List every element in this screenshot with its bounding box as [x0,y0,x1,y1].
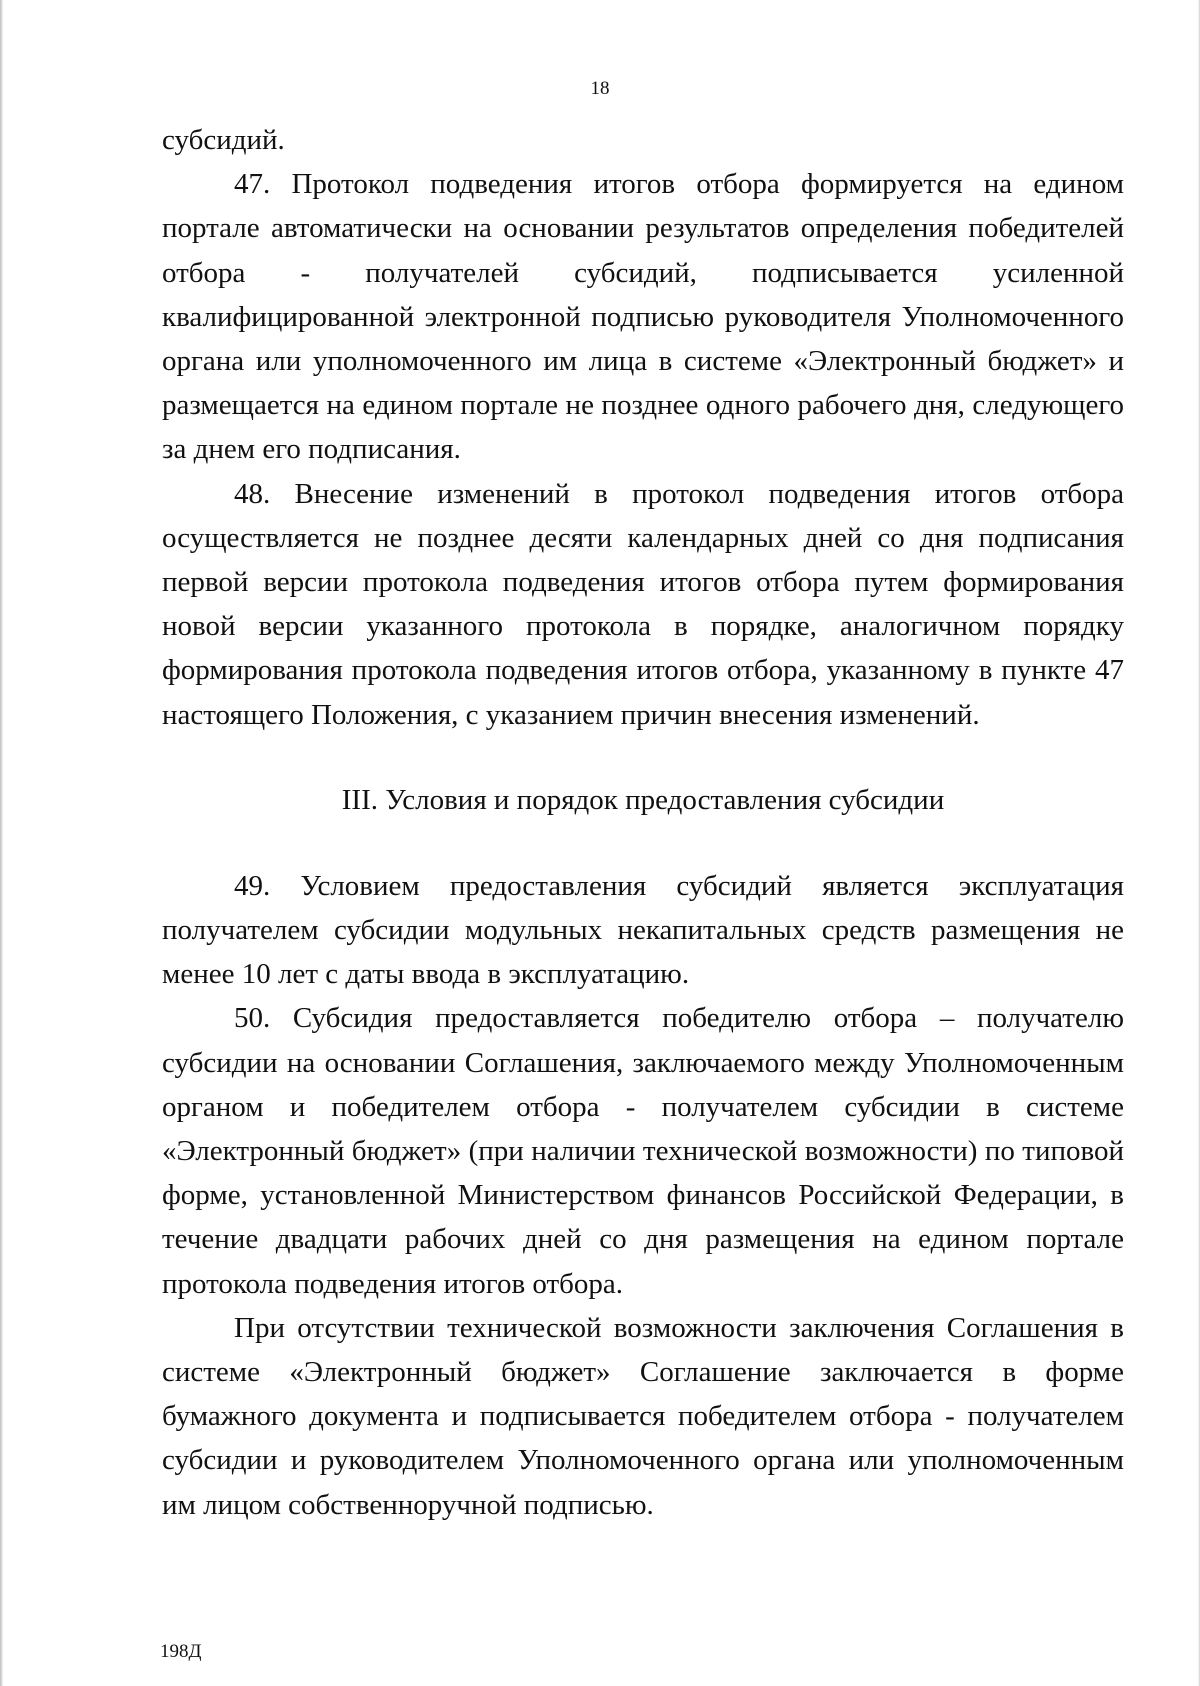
paragraph-50: 50. Субсидия предоставляется победителю отбора – получателю субсидии на основании Соглашения, заключаемого между Уполномоченным органом и победителем отбора - получателем субсидии в системе «Электронный бюджет» (при наличии технической возможности) по типовой форме, установленной Министерством финансов Российской Федерации, в течение двадцати рабочих дней со дня размещения на едином портале протокола подведения итогов отбора. [162,1002,1124,1300]
scan-edge-left [0,0,3,1686]
section-heading: III. Условия и порядок предоставления субсидии [341,783,945,816]
paragraph-50-continuation: При отсутствии технической возможности заключения Соглашения в системе «Электронный бюджет» Соглашение заключается в форме бумажного документа и подписывается победителем отбора - получателем субсидии и руководителем Уполномоченного органа или уполномоченным им лицом собственноручной подписью. [162,1311,1124,1521]
document-body [162,118,1124,1527]
paragraph-49: 49. Условием предоставления субсидий является эксплуатация получателем субсидии модульных некапитальных средств размещения не менее 10 лет с даты ввода в эксплуатацию. [162,869,1124,991]
paragraph-47: 47. Протокол подведения итогов отбора формируется на едином портале автоматически на основании результатов определения победителей отбора - получателей субсидий, подписывается усиленной квалифицированной электронной подписью руководителя Уполномоченного органа или уполномоченного им лица в системе «Электронный бюджет» и размещается на едином портале не позднее одного рабочего дня, следующего за днем его подписания. [162,168,1124,466]
paragraph-continuation: субсидий. [162,124,285,156]
page-number: 18 [590,78,610,99]
footer-code: 198Д [160,1641,202,1662]
paragraph-48: 48. Внесение изменений в протокол подведения итогов отбора осуществляется не позднее десяти календарных дней со дня подписания первой версии протокола подведения итогов отбора путем формирования новой версии указанного протокола в порядке, аналогичном порядку формирования протокола подведения итогов отбора, указанному в пункте 47 настоящего Положения, с указанием причин внесения изменений. [162,477,1124,731]
